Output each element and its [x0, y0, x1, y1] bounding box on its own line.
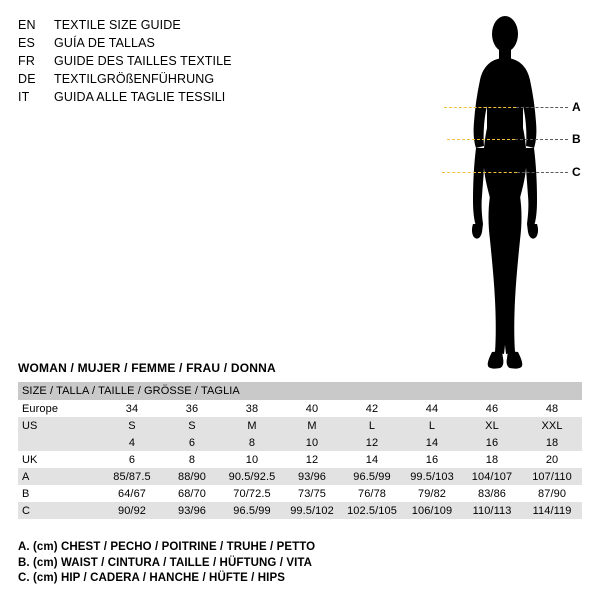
gender-title: WOMAN / MUJER / FEMME / FRAU / DONNA	[18, 361, 276, 375]
row-label: A	[18, 468, 102, 485]
cell: 79/82	[402, 485, 462, 502]
hip-measure-line-left	[442, 172, 517, 173]
size-table	[18, 382, 582, 519]
cell: 10	[222, 451, 282, 468]
cell: 96.5/99	[222, 502, 282, 519]
language-code: DE	[18, 72, 36, 86]
cell: L	[402, 417, 462, 434]
cell: 76/78	[342, 485, 402, 502]
cell: 38	[222, 400, 282, 417]
language-title: GUIDA ALLE TAGLIE TESSILI	[54, 90, 226, 104]
table-row	[18, 400, 582, 417]
language-code: EN	[18, 18, 36, 32]
note-a: A. (cm) CHEST / PECHO / POITRINE / TRUHE / PETTO	[18, 541, 316, 553]
cell: 6	[102, 451, 162, 468]
cell: 4	[102, 434, 162, 451]
cell: M	[282, 417, 342, 434]
language-row	[18, 70, 348, 88]
cell: 12	[342, 434, 402, 451]
cell: 99.5/103	[402, 468, 462, 485]
cell: 83/86	[462, 485, 522, 502]
table-row	[18, 468, 582, 485]
row-label: UK	[18, 451, 102, 468]
cell: 16	[462, 434, 522, 451]
cell: 102.5/105	[342, 502, 402, 519]
cell: 107/110	[522, 468, 582, 485]
measure-label-a: A	[572, 100, 581, 114]
row-label: B	[18, 485, 102, 502]
cell: 90/92	[102, 502, 162, 519]
cell: 42	[342, 400, 402, 417]
cell: S	[162, 417, 222, 434]
cell: 40	[282, 400, 342, 417]
language-code: FR	[18, 54, 36, 68]
table-header-row	[18, 382, 582, 400]
figure-diagram	[420, 8, 595, 378]
language-code: IT	[18, 90, 30, 104]
cell: 73/75	[282, 485, 342, 502]
cell: 14	[402, 434, 462, 451]
waist-measure-line-right	[515, 139, 568, 140]
cell: 44	[402, 400, 462, 417]
cell: 104/107	[462, 468, 522, 485]
cell: 93/96	[162, 502, 222, 519]
table-row	[18, 417, 582, 434]
cell: L	[342, 417, 402, 434]
cell: M	[222, 417, 282, 434]
cell: 6	[162, 434, 222, 451]
measurement-notes	[18, 540, 578, 587]
cell: XXL	[522, 417, 582, 434]
cell: 96.5/99	[342, 468, 402, 485]
language-row	[18, 34, 348, 52]
language-code: ES	[18, 36, 36, 50]
cell: 18	[522, 434, 582, 451]
language-list	[18, 16, 348, 106]
cell: 48	[522, 400, 582, 417]
cell: 34	[102, 400, 162, 417]
size-table-wrapper	[18, 382, 582, 519]
cell: 70/72.5	[222, 485, 282, 502]
language-title: GUÍA DE TALLAS	[54, 36, 155, 50]
note-b: B. (cm) WAIST / CINTURA / TAILLE / HÜFTUNG / VITA	[18, 556, 313, 569]
table-row	[18, 485, 582, 502]
cell: 114/119	[522, 502, 582, 519]
language-row	[18, 16, 348, 34]
cell: 46	[462, 400, 522, 417]
woman-silhouette-icon	[440, 8, 570, 378]
hip-measure-line-right	[517, 172, 568, 173]
chest-measure-line-left	[444, 107, 516, 108]
cell: 12	[282, 451, 342, 468]
row-label: US	[18, 417, 102, 434]
language-row	[18, 88, 348, 106]
cell: 36	[162, 400, 222, 417]
measure-label-b: B	[572, 132, 581, 146]
cell: 110/113	[462, 502, 522, 519]
table-row	[18, 451, 582, 468]
cell: 88/90	[162, 468, 222, 485]
note-c: C. (cm) HIP / CADERA / HANCHE / HÜFTE / HIPS	[18, 572, 286, 584]
language-title: TEXTILE SIZE GUIDE	[54, 18, 181, 32]
measure-label-c: C	[572, 165, 581, 179]
cell: 64/67	[102, 485, 162, 502]
table-row	[18, 434, 582, 451]
language-row	[18, 52, 348, 70]
cell: 10	[282, 434, 342, 451]
cell: S	[102, 417, 162, 434]
cell: 18	[462, 451, 522, 468]
row-label: C	[18, 502, 102, 519]
cell: 20	[522, 451, 582, 468]
cell: 68/70	[162, 485, 222, 502]
chest-measure-line-right	[516, 107, 568, 108]
cell: 106/109	[402, 502, 462, 519]
cell: 99.5/102	[282, 502, 342, 519]
table-header-label: SIZE / TALLA / TAILLE / GRÖSSE / TAGLIA	[18, 382, 582, 400]
cell: 16	[402, 451, 462, 468]
language-title: TEXTILGRÖßENFÜHRUNG	[54, 72, 215, 86]
row-label: Europe	[18, 400, 102, 417]
language-title: GUIDE DES TAILLES TEXTILE	[54, 54, 232, 68]
cell: 87/90	[522, 485, 582, 502]
row-label	[18, 434, 102, 451]
table-row	[18, 502, 582, 519]
cell: 93/96	[282, 468, 342, 485]
cell: 85/87.5	[102, 468, 162, 485]
cell: 8	[222, 434, 282, 451]
cell: 8	[162, 451, 222, 468]
waist-measure-line-left	[447, 139, 515, 140]
cell: XL	[462, 417, 522, 434]
cell: 90.5/92.5	[222, 468, 282, 485]
cell: 14	[342, 451, 402, 468]
